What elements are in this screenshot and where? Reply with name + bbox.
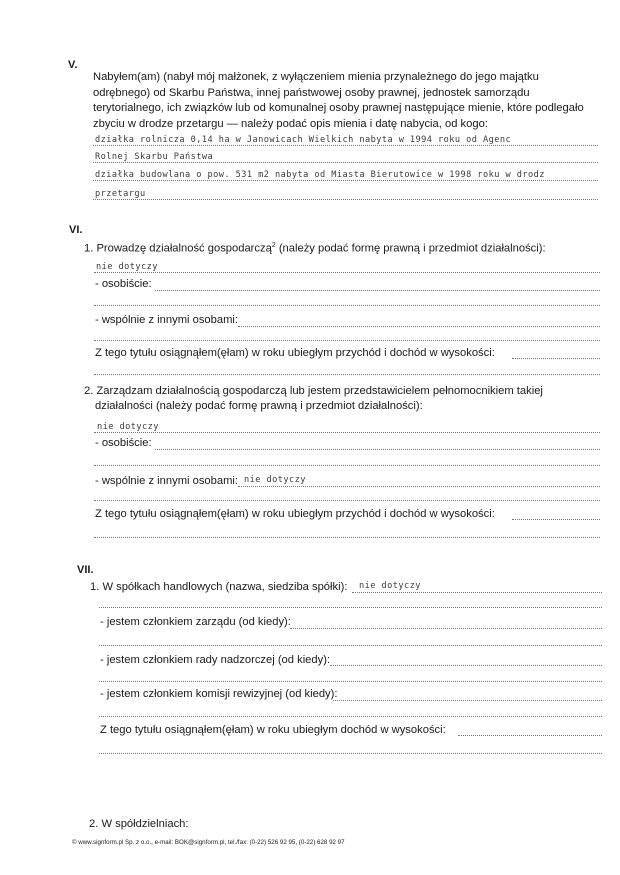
- section-vi-item1-wspolnie: - wspólnie z innymi osobami:: [95, 314, 239, 326]
- dotted-answer-line: [155, 290, 600, 291]
- section-vii-komisja: - jestem członkiem komisji rewizyjnej (od kiedy):: [100, 688, 338, 700]
- section-vi-item2-label-line1: 2. Zarządzam działalnością gospodarczą lub jestem przedstawicielem pełnomocnikiem takiej: [84, 385, 543, 397]
- section-vi-heading: VI.: [69, 224, 83, 236]
- section-vi-item1-income: Z tego tytułu osiągnąłem(ęłam) w roku ubiegłym przychód i dochód w wysokości:: [95, 347, 495, 359]
- section-vi-item2-osobiscie: - osobiście:: [95, 437, 152, 449]
- dotted-answer-line: [99, 645, 602, 646]
- section-v-answer-line: działka budowlana o pow. 531 m2 nabyta od Miasta Bierutowice w 1998 roku w drodz: [95, 170, 545, 180]
- dotted-answer-line: [93, 145, 598, 146]
- dotted-answer-line: [94, 432, 600, 433]
- dotted-answer-line: [290, 628, 602, 629]
- section-vii-item2-label: 2. W spółdzielniach:: [89, 818, 189, 830]
- section-vi-item1-label: [84, 238, 546, 257]
- section-vii-zarzad: - jestem członkiem zarządu (od kiedy):: [100, 616, 291, 628]
- dotted-answer-line: [93, 162, 598, 163]
- dotted-answer-line: [333, 700, 602, 701]
- section-vi-item2-answer: nie dotyczy: [97, 422, 159, 432]
- dotted-answer-line: [99, 753, 602, 754]
- dotted-answer-line: [238, 486, 600, 487]
- dotted-answer-line: [94, 272, 600, 273]
- dotted-answer-line: [94, 374, 600, 375]
- footnote-marker: 2: [271, 242, 276, 249]
- section-vi-item2-label-line2: działalności (należy podać formę prawną i przedmiot działalności):: [95, 400, 423, 412]
- dotted-answer-line: [99, 607, 602, 608]
- section-v-heading: V.: [68, 59, 78, 71]
- section-vii-item1-answer: nie dotyczy: [359, 581, 421, 591]
- dotted-answer-line: [94, 340, 600, 341]
- section-vii-heading: VII.: [77, 564, 94, 576]
- footer-text: © www.signform.pl Sp. z o.o., e-mail: BOK@signform.pl, tel./fax: (0-22) 526 92 95, (0-22) 628 92 97: [72, 839, 345, 846]
- dotted-answer-line: [352, 592, 602, 593]
- section-v-answer-line: Rolnej Skarbu Państwa: [95, 152, 214, 162]
- dotted-answer-line: [99, 681, 602, 682]
- section-vi-item1-answer: nie dotyczy: [96, 262, 158, 272]
- section-vi-item2-income: Z tego tytułu osiągnąłem(ęłam) w roku ubiegłym przychód i dochód w wysokości:: [95, 508, 495, 520]
- section-vi-item1-label-text: 1. Prowadzę działalność gospodarczą: [84, 242, 272, 255]
- dotted-answer-line: [238, 326, 600, 327]
- section-v-answer-line: działka rolnicza 0,14 ha w Janowicach Wielkich nabyta w 1994 roku od Agenc: [95, 135, 512, 145]
- dotted-answer-line: [94, 500, 600, 501]
- section-vi-item1-label-rest: (należy podać formę prawną i przedmiot działalności):: [275, 242, 546, 255]
- section-v-paragraph: Nabyłem(am) (nabył mój małżonek, z wyłączeniem mienia przynależnego do jego majątku odrębnego) od Skarbu Państwa, innej państwowej osoby prawnej, jednostek samorządu terytorialnego, ich związków lub od komunalnej osoby prawnej następujące mienie, które podlegało zbyciu w drodze przetargu — należy podać opis mienia i datę nabycia, od kogo:: [93, 71, 584, 130]
- dotted-answer-line: [512, 358, 600, 359]
- dotted-answer-line: [458, 735, 602, 736]
- dotted-answer-line: [330, 665, 602, 666]
- dotted-answer-line: [155, 449, 600, 450]
- section-vi-item2-wspolnie: - wspólnie z innymi osobami:: [95, 475, 239, 487]
- section-vi-item2-wspolnie-answer: nie dotyczy: [244, 475, 306, 485]
- section-v-answer-line: przetargu: [95, 189, 146, 199]
- section-vii-item1-label: 1. W spółkach handlowych (nazwa, siedziba spółki):: [90, 581, 348, 593]
- dotted-answer-line: [94, 465, 600, 466]
- dotted-answer-line: [94, 305, 600, 306]
- dotted-answer-line: [93, 180, 598, 181]
- dotted-answer-line: [99, 716, 602, 717]
- dotted-answer-line: [512, 519, 600, 520]
- section-vi-item1-osobiscie: - osobiście:: [95, 278, 152, 290]
- section-vii-rada: - jestem członkiem rady nadzorczej (od kiedy):: [100, 654, 331, 666]
- section-vii-income: Z tego tytułu osiągnąłem(ęłam) w roku ubiegłym dochód w wysokości:: [100, 724, 446, 736]
- dotted-answer-line: [93, 199, 598, 200]
- dotted-answer-line: [94, 537, 600, 538]
